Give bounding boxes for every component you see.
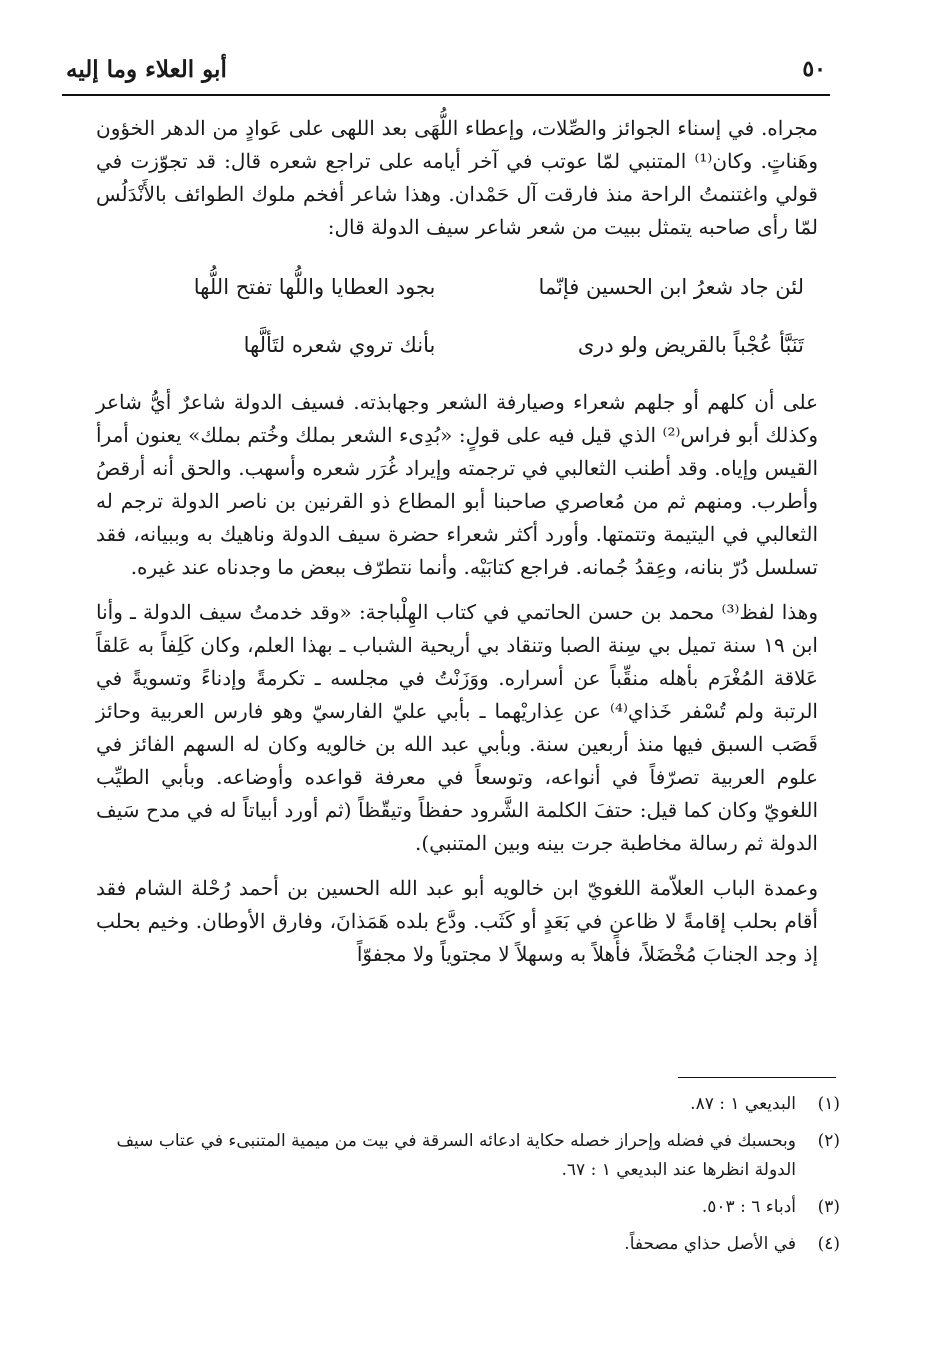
paragraph-2: على أن كلهم أو جلهم شعراء وصيارفة الشعر وجهابذته. فسيف الدولة شاعرٌ أيُّ شاعر وكذلك أبو فراس⁽²⁾ الذي قيل فيه على قولٍ: «بُدِىء الشعر بملك وخُتم بملك» يعنون أمرأ القيس وإياه. وقد أطنب الثعالبي في ترجمته وإيراد غُرَر شعره وأسهب. والحق أنه أرقصُ وأطرب. ومنهم ثم من مُعاصري صاحبنا أبو المطاع ذو القرنين بن ناصر الدولة ترجم له الثعالبي في اليتيمة وتتمتها. وأورد أكثر شعراء حضرة سيف الدولة وناهيك به وببيانه، فقد تسلسل دُرّ بنانه، وعِقدُ جُمانه. فراجع كتابَيْه. وأنما نتطرّف ببعض ما وجدناه عند غيره.: [96, 390, 818, 579]
footnote-4: [100, 1230, 840, 1259]
verse-2: [96, 316, 818, 374]
verse-1-first-hemistich: لئن جاد شعرُ ابن الحسين فإنّما: [538, 274, 804, 299]
paragraph-4: وعمدة الباب العلاّمة اللغويّ ابن خالويه أبو عبد الله الحسين بن أحمد رُحْلة الشام فقد أقام بحلب إقامةً لا ظاعنٍ في بَعَدٍ أو كَثَب. ودَّع بلده هَمَذانَ، وفارق الأوطان. وخيم بحلب إذ وجد الجنابَ مُخْضَلاً، فأهلاً به وسهلاً لا مجتوياً ولا مجفوّاً: [96, 876, 818, 966]
footnote-text: في الأصل حذاي مصحفاً.: [624, 1234, 796, 1254]
footnote-1: [100, 1090, 840, 1119]
footnote-rule: [678, 1077, 836, 1078]
footnote-text: البديعي ١ : ٨٧.: [690, 1094, 796, 1114]
footnote-number: (٣): [817, 1197, 840, 1217]
poem-verses: [96, 258, 818, 374]
paragraph-3: وهذا لفظ⁽³⁾ محمد بن حسن الحاتمي في كتاب الهِلْباجة: «وقد خدمتُ سيف الدولة ـ وأنا ابن ١٩ سنة تميل بي سِنة الصبا وتنقاد بي أريحية الشباب ـ بهذا العلم، وكان كَلِفاً به عَلقاً عَلاقة المُغْرَم بأهله منقِّباً عن أسراره. ووَزَنْتُ في مجلسه ـ تكرمةً وإدناءً وتسويةً في الرتبة ولم تُسْفر خَذاي⁽⁴⁾ عن عِذاريْهما ـ بأبي عليّ الفارسيّ وهو فارس العربية وحائز قَصَب السبق فيها منذ أربعين سنة. وبأبي عبد الله بن خالويه وكان له السهم الفائز في علوم العربية تصرّفاً في أنواعه، وتوسعاً في معرفة قواعده وأوضاعه. وبأبي الطيِّب اللغويّ وكان كما قيل: حتفَ الكلمة الشَّرود حفظاً وتيقّظاً (ثم أورد أبياتاً له في مدح سَيف الدولة ثم رسالة مخاطبة جرت بينه وبين المتنبي).: [96, 600, 818, 855]
running-title: أبو العلاء وما إليه: [66, 56, 227, 83]
footnote-2: [100, 1127, 840, 1185]
footnote-text: وبحسبك في فضله وإحراز خصله حكاية ادعائه السرقة في بيت من ميمية المتنبىء في عتاب سيف الدولة انظرها عند البديعي ١ : ٦٧.: [116, 1131, 796, 1180]
footnote-number: (٤): [817, 1234, 840, 1254]
paragraph-1: مجراه. في إسناء الجوائز والصِّلات، وإعطاء اللُّهَى بعد اللهى على عَوادٍ من الدهر الخؤون وهَناتٍ. وكان⁽¹⁾ المتنبي لمّا عوتب في آخر أيامه على تراجع شعره قال: قد تجوّزت في قولي واغتنمتُ الراحة منذ فارقت آل حَمْدان. وهذا شاعر أفخم ملوك الطوائف بالأَنْدَلُس لمّا رأى صاحبه يتمثل ببيت من شعر شاعر سيف الدولة قال:: [96, 116, 818, 239]
main-text: [96, 112, 818, 971]
verse-1: [96, 258, 818, 316]
verse-2-second-hemistich: بأنك تروي شعره لتَألَّها: [243, 332, 436, 357]
verse-1-second-hemistich: بجود العطايا واللُّها تفتح اللُّها: [193, 274, 436, 299]
footnote-3: [100, 1193, 840, 1222]
page-number: ٥٠: [802, 56, 826, 82]
header-rule: [62, 94, 830, 96]
footnotes: [100, 1090, 840, 1267]
footnote-number: (١): [817, 1094, 840, 1114]
page-header: [62, 52, 830, 92]
footnote-number: (٢): [817, 1131, 840, 1151]
verse-2-first-hemistich: تَنَبَّأ عُجْباً بالقريض ولو درى: [577, 332, 804, 357]
footnote-text: أدباء ٦ : ٥٠٣.: [701, 1197, 796, 1217]
